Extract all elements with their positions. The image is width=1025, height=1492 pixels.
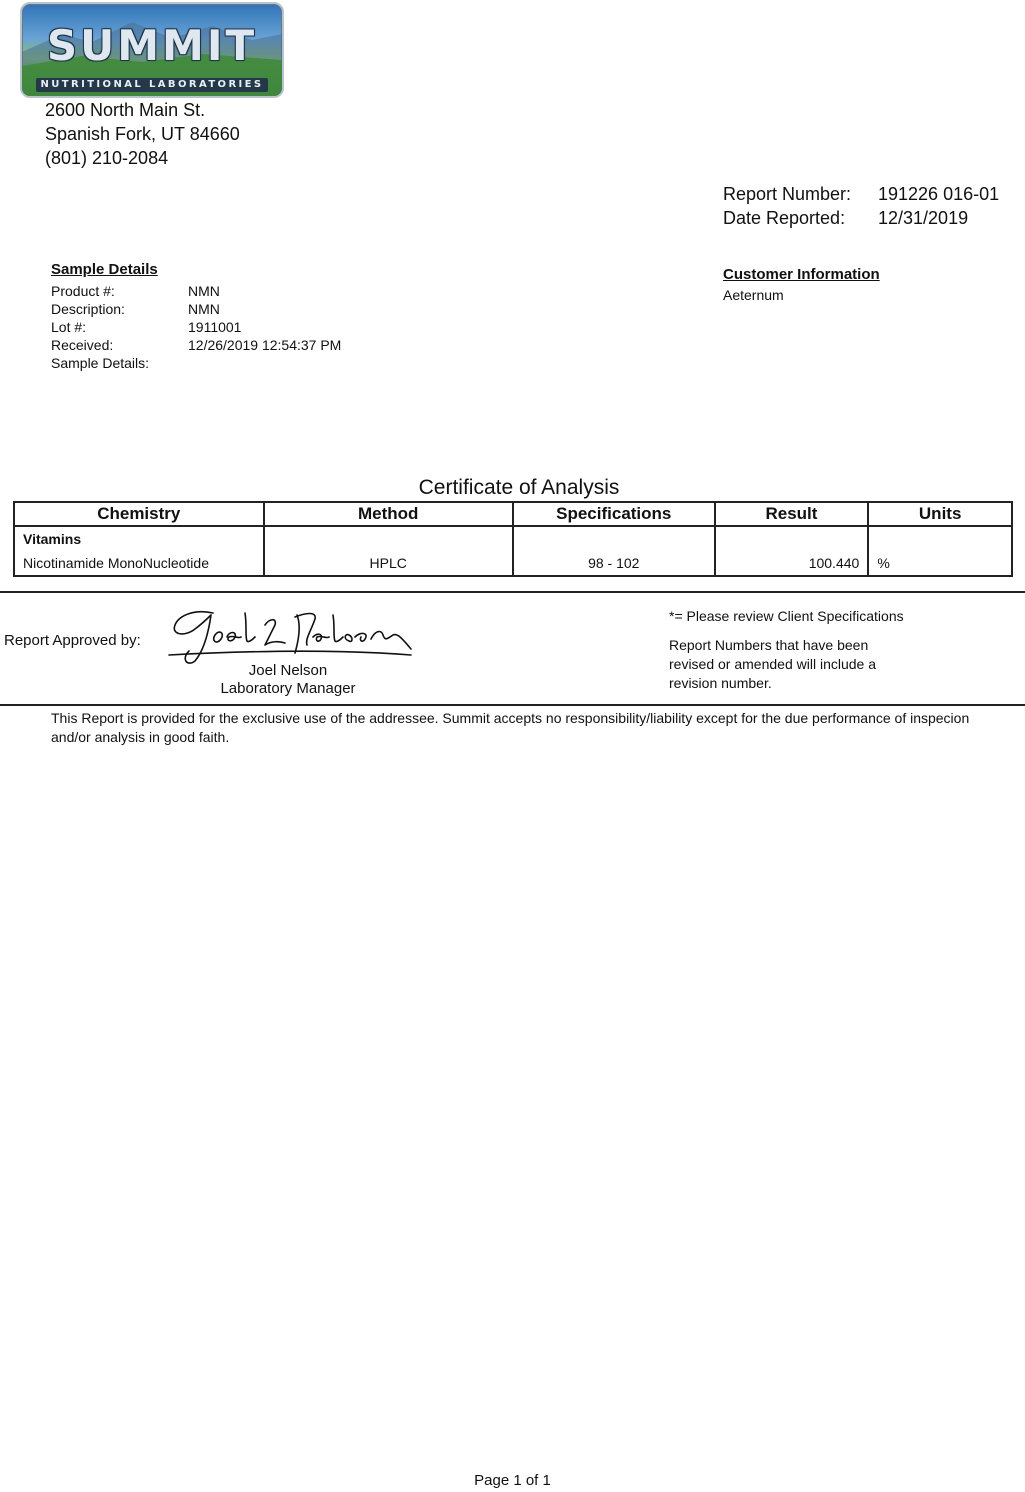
divider: [0, 591, 1025, 593]
table-category-row: [14, 526, 1012, 551]
report-info: [723, 182, 999, 230]
lab-address: [45, 98, 240, 170]
page-number: Page 1 of 1: [474, 1472, 551, 1489]
disclaimer: This Report is provided for the exclusive use of the addressee. Summit accepts no responsibility/liability except for the due performance of inspecion and/or analysis in good faith.: [51, 710, 970, 745]
report-date-label: Date Reported:: [723, 208, 846, 228]
cell-method: HPLC: [264, 551, 513, 576]
sample-row: [51, 282, 341, 300]
sample-value: NMN: [188, 283, 220, 299]
address-street: 2600 North Main St.: [45, 100, 206, 120]
address-phone: (801) 210-2084: [45, 148, 169, 168]
sample-label: Lot #:: [51, 319, 87, 335]
signer: [180, 662, 396, 698]
signer-name: Joel Nelson: [248, 662, 328, 679]
address-city: Spanish Fork, UT 84660: [45, 124, 240, 144]
analysis-table: [13, 501, 1013, 577]
category-vitamins: Vitamins: [14, 526, 264, 551]
sample-value: NMN: [188, 301, 220, 317]
customer-name: Aeternum: [723, 287, 784, 303]
sample-row: [51, 336, 341, 354]
notes: [669, 607, 919, 693]
sample-label: Product #:: [51, 283, 115, 299]
logo-subtitle: NUTRITIONAL LABORATORIES: [36, 78, 268, 92]
header-method: Method: [264, 502, 513, 526]
client-spec-note: *= Please review Client Specifications: [669, 608, 904, 624]
customer-title: Customer Information: [723, 266, 880, 283]
cell-units: %: [868, 551, 1012, 576]
cell-chemistry: Nicotinamide MonoNucleotide: [14, 551, 264, 576]
company-logo: [20, 2, 284, 98]
report-number: 191226 016-01: [878, 184, 1000, 204]
logo-wordmark: SUMMIT: [46, 21, 258, 70]
divider: [0, 704, 1025, 706]
table-header-row: [14, 502, 1012, 526]
cell-result: 100.440: [715, 551, 869, 576]
sample-row: [51, 354, 341, 372]
cell-spec: 98 - 102: [513, 551, 715, 576]
sample-details-title: Sample Details: [51, 261, 158, 278]
header-chemistry: Chemistry: [14, 502, 264, 526]
sample-label: Description:: [51, 301, 125, 317]
sample-details: [51, 261, 341, 372]
sample-row: [51, 300, 341, 318]
report-number-label: Report Number:: [723, 184, 852, 204]
report-date: 12/31/2019: [878, 208, 969, 228]
table-row: [14, 551, 1012, 576]
revision-note-line: revision number.: [669, 675, 772, 691]
report-date-row: [723, 206, 999, 230]
revision-note-line: revised or amended will include a: [669, 656, 876, 672]
certificate-title: Certificate of Analysis: [418, 476, 620, 499]
header-specifications: Specifications: [513, 502, 715, 526]
report-number-row: [723, 182, 999, 206]
customer-information: [723, 266, 880, 303]
header-units: Units: [868, 502, 1012, 526]
sample-label: Sample Details:: [51, 355, 150, 371]
sample-value: 1911001: [188, 319, 242, 335]
approved-by-label: Report Approved by:: [4, 632, 141, 649]
sample-value: 12/26/2019 12:54:37 PM: [188, 337, 342, 353]
sample-label: Received:: [51, 337, 114, 353]
header-result: Result: [715, 502, 869, 526]
signature-image: [165, 605, 415, 667]
revision-note-line: Report Numbers that have been: [669, 637, 869, 653]
signer-title: Laboratory Manager: [220, 680, 356, 697]
sample-row: [51, 318, 341, 336]
